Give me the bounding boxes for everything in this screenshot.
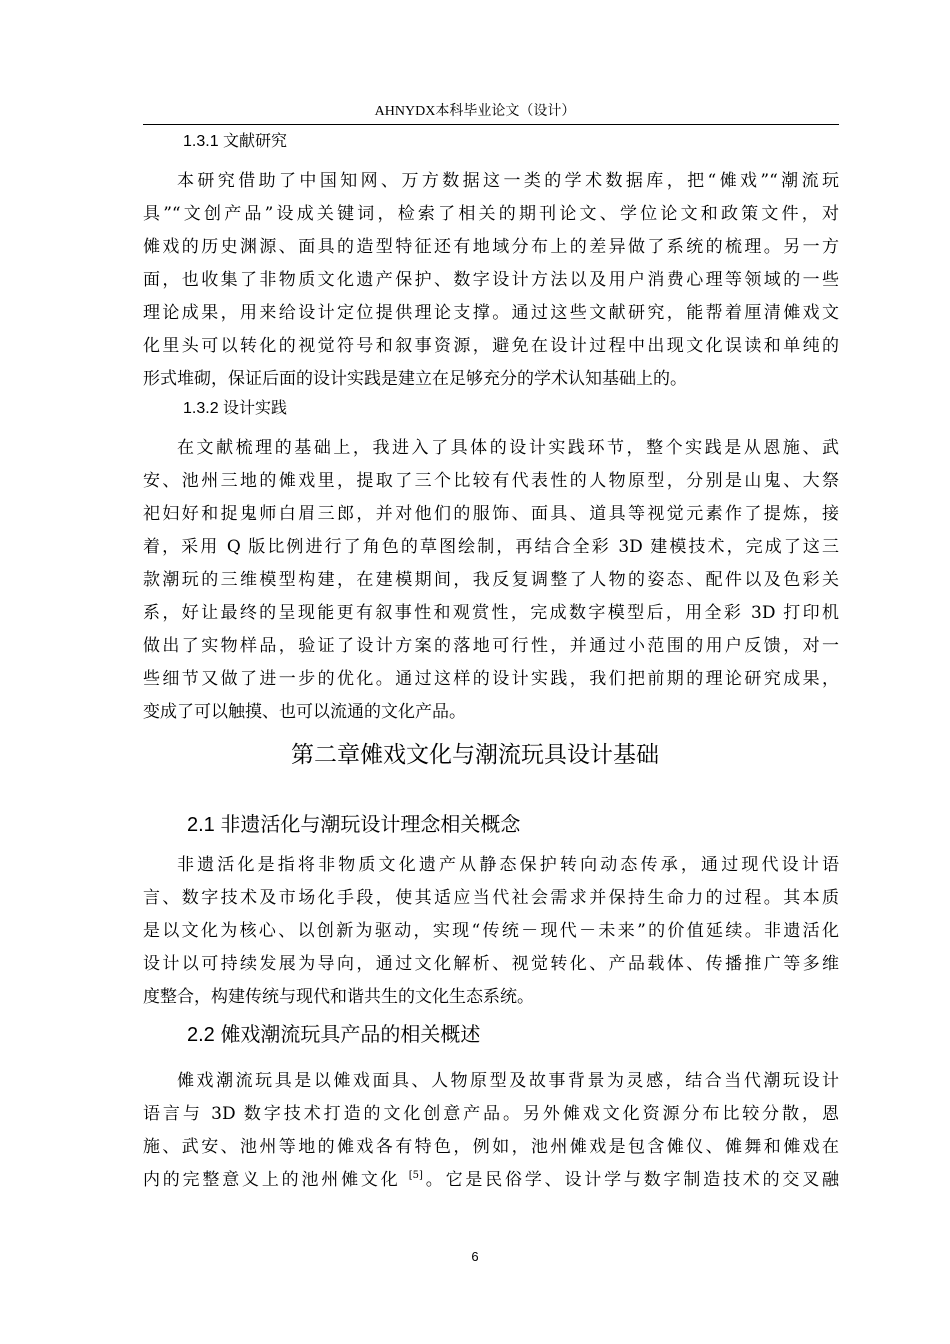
page-number: 6	[471, 1249, 479, 1264]
paragraph-heritage-revitalization	[143, 849, 839, 1014]
paragraph-line: 安、池州三地的傩戏里，提取了三个比较有代表性的人物原型，分别是山鬼、大祭	[143, 471, 839, 491]
paragraph-line: 面，也收集了非物质文化遗产保护、数字设计方法以及用户消费心理等领域的一些	[143, 270, 839, 290]
citation-text-before: 内的完整意义上的池州傩文化	[143, 1170, 409, 1190]
citation-text-after: 。它是民俗学、设计学与数字制造技术的交叉融	[422, 1170, 840, 1190]
paragraph-line: 系，好让最终的呈现能更有叙事性和观赏性，完成数字模型后，用全彩 3D 打印机	[143, 603, 839, 623]
paragraph-line: 款潮玩的三维模型构建，在建模期间，我反复调整了人物的姿态、配件以及色彩关	[143, 570, 839, 590]
paragraph-line: 变成了可以触摸、也可以流通的文化产品。	[143, 702, 466, 722]
section-heading-1-3-2: 1.3.2 设计实践	[183, 400, 288, 417]
chapter-title: 第二章傩戏文化与潮流玩具设计基础	[291, 741, 659, 767]
paragraph-line: 言、数字技术及市场化手段，使其适应当代社会需求并保持生命力的过程。其本质	[143, 888, 839, 908]
paragraph-line: 傩戏的历史渊源、面具的造型特征还有地域分布上的差异做了系统的梳理。另一方	[143, 237, 839, 257]
section-heading-2-1: 2.1 非遗活化与潮玩设计理念相关概念	[187, 814, 521, 836]
paragraph-line: 祀妇好和捉鬼师白眉三郎，并对他们的服饰、面具、道具等视觉元素作了提炼，接	[143, 504, 839, 524]
paragraph-line: 做出了实物样品，验证了设计方案的落地可行性，并通过小范围的用户反馈，对一	[143, 636, 839, 656]
paragraph-nuo-toy-overview	[143, 1065, 839, 1197]
paragraph-line: 化里头可以转化的视觉符号和叙事资源，避免在设计过程中出现文化误读和单纯的	[143, 336, 839, 356]
paragraph-line-with-citation	[143, 1164, 839, 1197]
paragraph-line: 具”“文创产品”设成关键词，检索了相关的期刊论文、学位论文和政策文件，对	[143, 204, 839, 224]
paragraph-line: 着，采用 Q 版比例进行了角色的草图绘制，再结合全彩 3D 建模技术，完成了这三	[143, 537, 839, 557]
paragraph-line: 在文献梳理的基础上，我进入了具体的设计实践环节，整个实践是从恩施、武	[177, 438, 839, 458]
paragraph-line: 语言与 3D 数字技术打造的文化创意产品。另外傩戏文化资源分布比较分散，恩	[143, 1104, 839, 1124]
header-rule	[143, 124, 839, 125]
paragraph-line: 傩戏潮流玩具是以傩戏面具、人物原型及故事背景为灵感，结合当代潮玩设计	[177, 1071, 839, 1091]
paragraph-line: 本研究借助了中国知网、万方数据这一类的学术数据库，把“傩戏”“潮流玩	[177, 171, 839, 191]
paragraph-line: 设计以可持续发展为导向，通过文化解析、视觉转化、产品载体、传播推广等多维	[143, 954, 839, 974]
section-heading-1-3-1: 1.3.1 文献研究	[183, 133, 288, 150]
citation-reference[interactable]: [5]	[408, 1170, 423, 1181]
paragraph-line: 度整合，构建传统与现代和谐共生的文化生态系统。	[143, 987, 534, 1007]
paragraph-line: 理论成果，用来给设计定位提供理论支撑。通过这些文献研究，能帮着厘清傩戏文	[143, 303, 839, 323]
paragraph-literature-research	[143, 165, 839, 396]
running-header: AHNYDX本科毕业论文（设计）	[374, 104, 576, 119]
paragraph-line: 施、武安、池州等地的傩戏各有特色，例如，池州傩戏是包含傩仪、傩舞和傩戏在	[143, 1137, 839, 1157]
paragraph-line: 是以文化为核心、以创新为驱动，实现“传统－现代－未来”的价值延续。非遗活化	[143, 921, 839, 941]
paragraph-line: 非遗活化是指将非物质文化遗产从静态保护转向动态传承，通过现代设计语	[177, 855, 839, 875]
paragraph-design-practice	[143, 432, 839, 729]
section-heading-2-2: 2.2 傩戏潮流玩具产品的相关概述	[187, 1024, 481, 1046]
paragraph-line: 形式堆砌，保证后面的设计实践是建立在足够充分的学术认知基础上的。	[143, 369, 687, 389]
paragraph-line: 些细节又做了进一步的优化。通过这样的设计实践，我们把前期的理论研究成果，	[143, 669, 839, 689]
